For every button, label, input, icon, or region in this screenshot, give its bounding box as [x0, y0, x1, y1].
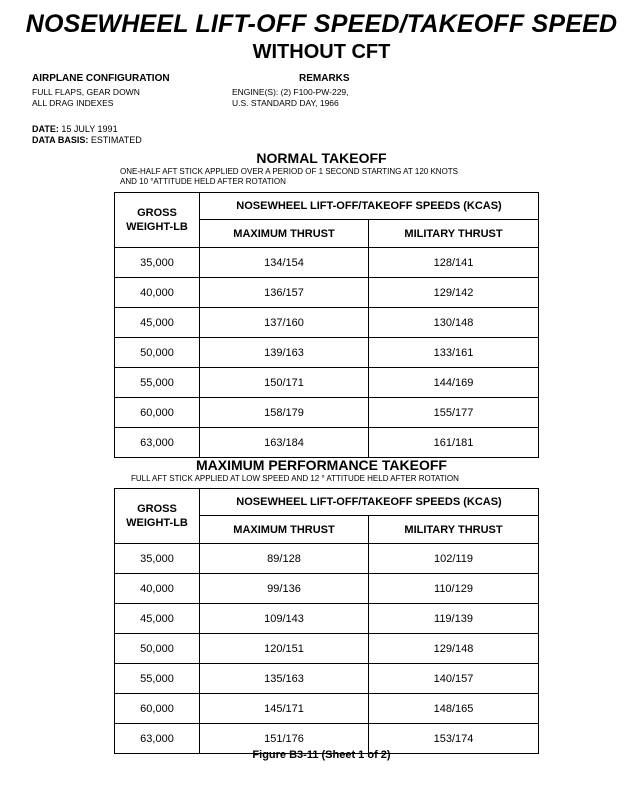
table-row — [115, 634, 539, 664]
cell-military-thrust: 129/148 — [369, 634, 539, 664]
cell-military-thrust: 161/181 — [369, 428, 539, 458]
normal-takeoff-title: NORMAL TAKEOFF — [256, 150, 387, 166]
cell-maximum-thrust: 136/157 — [200, 278, 369, 308]
cell-gross-weight: 63,000 — [115, 724, 200, 754]
page-subtitle: WITHOUT CFT — [252, 41, 391, 63]
table-row — [115, 398, 539, 428]
date-label: DATE: — [32, 124, 59, 134]
cell-maximum-thrust: 109/143 — [200, 604, 369, 634]
config-block — [32, 73, 170, 109]
remarks-line: U.S. STANDARD DAY, 1966 — [232, 98, 339, 108]
page-title: NOSEWHEEL LIFT-OFF SPEED/TAKEOFF SPEED — [25, 10, 618, 38]
cell-gross-weight: 40,000 — [115, 278, 200, 308]
config-line: FULL FLAPS, GEAR DOWN — [32, 87, 140, 97]
cell-maximum-thrust: 137/160 — [200, 308, 369, 338]
cell-military-thrust: 133/161 — [369, 338, 539, 368]
figure-caption: Figure B3-11 (Sheet 1 of 2) — [252, 749, 391, 761]
cell-military-thrust: 153/174 — [369, 724, 539, 754]
table-row — [115, 428, 539, 458]
cell-gross-weight: 35,000 — [115, 248, 200, 278]
cell-maximum-thrust: 150/171 — [200, 368, 369, 398]
col-maximum-thrust: MAXIMUM THRUST — [200, 220, 369, 248]
table-row — [115, 308, 539, 338]
note-line: FULL AFT STICK APPLIED AT LOW SPEED AND 12 ° ATTITUDE HELD AFTER ROTATION — [131, 474, 459, 483]
table-row — [115, 368, 539, 398]
cell-military-thrust: 119/139 — [369, 604, 539, 634]
cell-gross-weight: 63,000 — [115, 428, 200, 458]
cell-maximum-thrust: 134/154 — [200, 248, 369, 278]
cell-military-thrust: 140/157 — [369, 664, 539, 694]
table-row — [115, 338, 539, 368]
table-row — [115, 574, 539, 604]
cell-gross-weight: 55,000 — [115, 664, 200, 694]
cell-maximum-thrust: 163/184 — [200, 428, 369, 458]
table-row — [115, 278, 539, 308]
remarks-block — [232, 73, 350, 109]
date-value: 15 JULY 1991 — [61, 124, 118, 134]
col-gross-weight: GROSS WEIGHT-LB — [115, 193, 200, 248]
cell-gross-weight: 40,000 — [115, 574, 200, 604]
cell-gross-weight: 55,000 — [115, 368, 200, 398]
cell-gross-weight: 35,000 — [115, 544, 200, 574]
cell-military-thrust: 129/142 — [369, 278, 539, 308]
col-maximum-thrust: MAXIMUM THRUST — [200, 516, 369, 544]
col-gross-weight: GROSS WEIGHT-LB — [115, 489, 200, 544]
max-perf-takeoff-table — [114, 488, 539, 754]
table-row — [115, 604, 539, 634]
cell-military-thrust: 110/129 — [369, 574, 539, 604]
cell-maximum-thrust: 145/171 — [200, 694, 369, 724]
table-row — [115, 664, 539, 694]
note-line: AND 10 °ATTITUDE HELD AFTER ROTATION — [120, 177, 286, 186]
cell-military-thrust: 144/169 — [369, 368, 539, 398]
cell-gross-weight: 60,000 — [115, 398, 200, 428]
cell-gross-weight: 60,000 — [115, 694, 200, 724]
config-heading: AIRPLANE CONFIGURATION — [32, 73, 170, 84]
cell-maximum-thrust: 158/179 — [200, 398, 369, 428]
cell-gross-weight: 50,000 — [115, 634, 200, 664]
max-perf-takeoff-note — [131, 474, 459, 484]
cell-maximum-thrust: 151/176 — [200, 724, 369, 754]
config-line: ALL DRAG INDEXES — [32, 98, 114, 108]
table-row — [115, 248, 539, 278]
cell-maximum-thrust: 139/163 — [200, 338, 369, 368]
cell-military-thrust: 102/119 — [369, 544, 539, 574]
table-row — [115, 694, 539, 724]
cell-maximum-thrust: 135/163 — [200, 664, 369, 694]
normal-takeoff-table — [114, 192, 539, 458]
note-line: ONE-HALF AFT STICK APPLIED OVER A PERIOD OF 1 SECOND STARTING AT 120 KNOTS — [120, 167, 459, 176]
cell-maximum-thrust: 99/136 — [200, 574, 369, 604]
remarks-line: ENGINE(S): (2) F100-PW-229, — [232, 87, 349, 97]
cell-maximum-thrust: 89/128 — [200, 544, 369, 574]
data-basis-value: ESTIMATED — [90, 135, 142, 145]
col-speeds-group: NOSEWHEEL LIFT-OFF/TAKEOFF SPEEDS (KCAS) — [200, 489, 539, 516]
cell-gross-weight: 50,000 — [115, 338, 200, 368]
cell-military-thrust: 128/141 — [369, 248, 539, 278]
date-block — [32, 124, 142, 146]
cell-gross-weight: 45,000 — [115, 604, 200, 634]
normal-takeoff-note — [120, 167, 458, 187]
cell-gross-weight: 45,000 — [115, 308, 200, 338]
cell-military-thrust: 155/177 — [369, 398, 539, 428]
col-military-thrust: MILITARY THRUST — [369, 220, 539, 248]
cell-maximum-thrust: 120/151 — [200, 634, 369, 664]
data-basis-label: DATA BASIS: — [32, 135, 89, 145]
remarks-heading: REMARKS — [299, 73, 350, 84]
col-speeds-group: NOSEWHEEL LIFT-OFF/TAKEOFF SPEEDS (KCAS) — [200, 193, 539, 220]
cell-military-thrust: 130/148 — [369, 308, 539, 338]
table-row — [115, 544, 539, 574]
max-perf-takeoff-title: MAXIMUM PERFORMANCE TAKEOFF — [196, 457, 447, 473]
cell-military-thrust: 148/165 — [369, 694, 539, 724]
col-military-thrust: MILITARY THRUST — [369, 516, 539, 544]
